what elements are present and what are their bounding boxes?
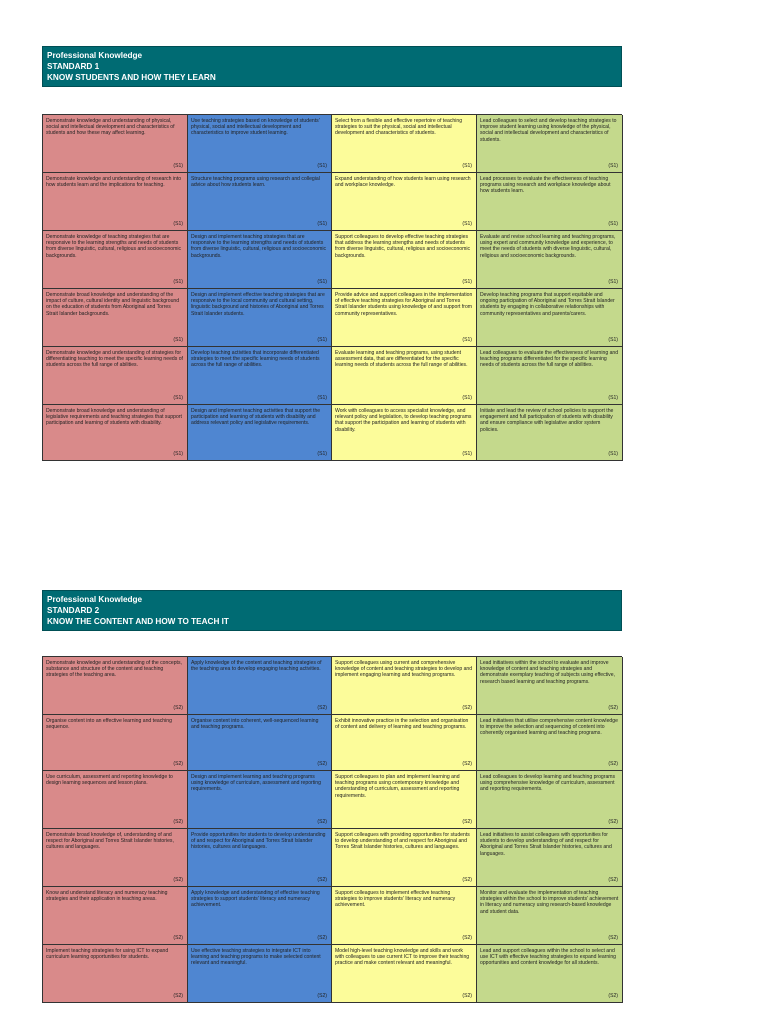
descriptor-cell [188,715,332,771]
standard-code: (S1) [317,450,327,457]
standard-code: (S2) [317,760,327,767]
descriptor-text: Know and understand literacy and numeracy teaching strategies and their application in teaching areas. [46,890,168,903]
descriptor-cell [188,887,332,945]
descriptor-cell [332,347,477,405]
descriptor-cell [43,231,188,289]
descriptor-cell [188,289,332,347]
descriptor-cell [477,347,623,405]
descriptor-text: Apply knowledge and understanding of effective teaching strategies to support students' literacy and numeracy achievement. [191,890,320,909]
descriptor-cell [332,289,477,347]
descriptor-cell [477,173,623,231]
descriptor-cell [43,771,188,829]
descriptor-text: Demonstrate knowledge and understanding of research into how students learn and the implications for teaching. [46,176,182,189]
descriptor-cell [43,115,188,173]
descriptor-text: Structure teaching programs using research and collegial advice about how students learn. [191,176,320,189]
standard-code: (S2) [173,704,183,711]
descriptor-cell [332,887,477,945]
descriptor-text: Demonstrate knowledge and understanding of the concepts, substance and structure of the content and teaching strategies of the teaching area. [46,660,182,679]
standard-code: (S1) [462,394,472,401]
descriptor-cell [188,231,332,289]
standard-2-header [42,590,622,631]
standard-code: (S1) [317,220,327,227]
descriptor-cell [332,173,477,231]
descriptor-text: Model high-level teaching knowledge and skills and work with colleagues to use current ICT to improve their teaching practice and make content relevant and meaningful. [335,948,470,967]
standard-code: (S2) [173,876,183,883]
standard-code: (S2) [317,876,327,883]
standard-code: (S2) [462,818,472,825]
standard-code: (S1) [317,336,327,343]
descriptor-cell [188,405,332,461]
descriptor-text: Design and implement teaching strategies that are responsive to the learning strengths and needs of students from diverse linguistic, cultural, religious and socioeconomic backgrounds. [191,234,327,259]
descriptor-text: Organise content into coherent, well-sequenced learning and teaching programs. [191,718,319,731]
standard-code: (S1) [462,278,472,285]
descriptor-cell [332,945,477,1003]
standard-code: (S1) [173,278,183,285]
descriptor-text: Evaluate learning and teaching programs, using student assessment data, that are differentiated for the specific learning needs of students across the full range of abilities. [335,350,468,369]
descriptor-cell [188,829,332,887]
standard-1-header [42,46,622,87]
header-standard: STANDARD 1 [47,62,100,71]
descriptor-text: Support colleagues to implement effective teaching strategies to improve students' literacy and numeracy achievement. [335,890,456,909]
descriptor-text: Design and implement teaching activities that support the participation and learning of students with disability and address relevant policy and legislative requirements. [191,408,321,427]
standard-code: (S2) [317,818,327,825]
standard-code: (S1) [317,394,327,401]
descriptor-text: Develop teaching programs that support equitable and ongoing participation of Aboriginal and Torres Strait Islander students by engaging in collaborative relationships with community representatives and parents/carers. [480,292,615,317]
descriptor-text: Lead initiatives within the school to evaluate and improve knowledge of content and teaching strategies and demonstrate exemplary teaching of subjects using effective, research based learning and teaching programs. [480,660,615,685]
standard-code: (S2) [462,760,472,767]
standard-code: (S1) [462,162,472,169]
standard-code: (S2) [608,704,618,711]
descriptor-text: Lead colleagues to select and develop teaching strategies to improve student learning using knowledge of the physical, social and intellectual development and characteristics of students. [480,118,617,143]
standard-code: (S2) [608,934,618,941]
header-standard: STANDARD 2 [47,606,100,615]
standard-code: (S2) [462,876,472,883]
descriptor-cell [43,657,188,715]
standard-code: (S1) [173,162,183,169]
descriptor-text: Develop teaching activities that incorporate differentiated strategies to meet the specific learning needs of students across the full range of abilities. [191,350,320,369]
standard-code: (S1) [608,162,618,169]
header-category: Professional Knowledge [47,595,143,604]
standard-1-table [42,114,622,461]
descriptor-text: Organise content into an effective learning and teaching sequence. [46,718,172,731]
descriptor-cell [332,829,477,887]
descriptor-cell [332,771,477,829]
descriptor-text: Lead processes to evaluate the effectiveness of teaching programs using research and workplace knowledge about how students learn. [480,176,611,195]
standard-code: (S1) [462,450,472,457]
descriptor-text: Initiate and lead the review of school policies to support the engagement and full participation of students with disability and ensure compliance with legislative and/or system policies. [480,408,614,433]
descriptor-text: Lead colleagues to develop learning and teaching programs using comprehensive knowledge of curriculum, assessment and reporting requirements. [480,774,616,793]
descriptor-cell [188,945,332,1003]
standard-code: (S2) [608,818,618,825]
standard-code: (S1) [608,450,618,457]
standard-code: (S2) [462,934,472,941]
descriptor-cell [332,231,477,289]
descriptor-cell [477,405,623,461]
descriptor-text: Demonstrate knowledge of teaching strategies that are responsive to the learning strengths and needs of students from diverse linguistic, cultural, religious and socioeconomic backgrounds. [46,234,182,259]
descriptor-cell [477,289,623,347]
standard-code: (S1) [608,220,618,227]
standard-code: (S2) [173,934,183,941]
descriptor-text: Expand understanding of how students learn using research and workplace knowledge. [335,176,471,189]
descriptor-cell [188,347,332,405]
descriptor-text: Design and implement learning and teaching programs using knowledge of curriculum, assessment and reporting requirements. [191,774,321,793]
descriptor-text: Select from a flexible and effective repertoire of teaching strategies to suit the physical, social and intellectual development and characteristics of students. [335,118,463,137]
descriptor-cell [188,115,332,173]
descriptor-text: Use curriculum, assessment and reporting knowledge to design learning sequences and lesson plans. [46,774,173,787]
descriptor-cell [477,945,623,1003]
descriptor-text: Implement teaching strategies for using ICT to expand curriculum learning opportunities for students. [46,948,169,961]
descriptor-cell [332,715,477,771]
descriptor-text: Lead initiatives that utilise comprehensive content knowledge to improve the selection and sequencing of content into coherently organised learning and teaching programs. [480,718,618,737]
descriptor-text: Evaluate and revise school learning and teaching programs, using expert and community knowledge and experience, to meet the needs of students with diverse linguistic, cultural, religious and socioeconomic backgrounds. [480,234,616,259]
descriptor-text: Support colleagues to plan and implement learning and teaching programs using contemporary knowledge and understanding of curriculum, assessment and reporting requirements. [335,774,460,799]
descriptor-cell [332,405,477,461]
descriptor-cell [43,405,188,461]
descriptor-text: Use teaching strategies based on knowledge of students' physical, social and intellectual development and characteristics to improve student learning. [191,118,320,137]
descriptor-text: Exhibit innovative practice in the selection and organisation of content and delivery of learning and teaching programs. [335,718,469,731]
descriptor-text: Demonstrate broad knowledge and understanding of the impact of culture, cultural identity and linguistic background on the education of students from Aboriginal and Torres Strait Islander backgrounds. [46,292,180,317]
descriptor-cell [477,231,623,289]
descriptor-cell [188,173,332,231]
descriptor-text: Provide opportunities for students to develop understanding of and respect for Aboriginal and Torres Strait Islander histories, cultures and languages. [191,832,326,851]
standard-code: (S1) [608,336,618,343]
descriptor-text: Demonstrate knowledge and understanding of strategies for differentiating teaching to meet the specific learning needs of students across the full range of abilities. [46,350,183,369]
standard-code: (S1) [173,450,183,457]
standard-code: (S2) [317,992,327,999]
standard-code: (S1) [317,162,327,169]
descriptor-cell [43,829,188,887]
header-category: Professional Knowledge [47,51,143,60]
descriptor-text: Lead and support colleagues within the school to select and use ICT with effective teaching strategies to expand learning opportunities and content knowledge for all students. [480,948,617,967]
standard-code: (S1) [462,220,472,227]
standard-code: (S2) [608,876,618,883]
descriptor-text: Monitor and evaluate the implementation of teaching strategies within the school to improve students' achievement in literacy and numeracy using research-based knowledge and student data. [480,890,619,915]
header-title: KNOW THE CONTENT AND HOW TO TEACH IT [47,617,229,626]
descriptor-text: Lead colleagues to evaluate the effectiveness of learning and teaching programs differentiated for the specific learning needs of students across the full range of abilities. [480,350,619,369]
descriptor-cell [43,715,188,771]
descriptor-text: Demonstrate broad knowledge of, understanding of and respect for Aboriginal and Torres Strait Islander histories, cultures and languages. [46,832,174,851]
descriptor-cell [43,945,188,1003]
descriptor-text: Demonstrate knowledge and understanding of physical, social and intellectual development and characteristics of students and how these may affect learning. [46,118,175,137]
standard-code: (S1) [173,336,183,343]
descriptor-text: Support colleagues with providing opportunities for students to develop understanding of and respect for Aboriginal and Torres Strait Islander histories, cultures and languages. [335,832,470,851]
descriptor-cell [477,829,623,887]
standard-code: (S1) [608,278,618,285]
descriptor-text: Support colleagues using current and comprehensive knowledge of content and teaching strategies to develop and implement engaging learning and teaching programs. [335,660,473,679]
descriptor-text: Work with colleagues to access specialist knowledge, and relevant policy and legislation, to develop teaching programs that support the participation and learning of students with disability. [335,408,472,433]
descriptor-cell [188,657,332,715]
standard-code: (S2) [317,934,327,941]
standard-code: (S2) [317,704,327,711]
descriptor-cell [43,887,188,945]
standard-code: (S1) [173,220,183,227]
standard-code: (S2) [608,992,618,999]
standard-code: (S2) [608,760,618,767]
descriptor-cell [43,173,188,231]
standard-code: (S1) [462,336,472,343]
descriptor-cell [188,771,332,829]
descriptor-cell [332,657,477,715]
descriptor-cell [43,347,188,405]
descriptor-text: Design and implement effective teaching strategies that are responsive to the local community and cultural setting, linguistic background and histories of Aboriginal and Torres Strait Islander students. [191,292,325,317]
descriptor-text: Support colleagues to develop effective teaching strategies that address the learning strengths and needs of students from diverse linguistic, cultural, religious and socioeconomic backgrounds. [335,234,471,259]
descriptor-text: Lead initiatives to assist colleagues with opportunities for students to develop understanding of and respect for Aboriginal and Torres Strait Islander histories, cultures and languages. [480,832,612,857]
standard-code: (S2) [173,992,183,999]
descriptor-cell [477,715,623,771]
descriptor-text: Demonstrate broad knowledge and understanding of legislative requirements and teaching strategies that support participation and learning of students with disability. [46,408,182,427]
descriptor-cell [477,887,623,945]
standard-code: (S1) [608,394,618,401]
descriptor-cell [332,115,477,173]
descriptor-cell [477,115,623,173]
descriptor-cell [477,771,623,829]
standard-2-table [42,656,622,1003]
standard-code: (S1) [317,278,327,285]
descriptor-text: Use effective teaching strategies to integrate ICT into learning and teaching programs to make selected content relevant and meaningful. [191,948,321,967]
descriptor-cell [43,289,188,347]
descriptor-cell [477,657,623,715]
descriptor-text: Provide advice and support colleagues in the implementation of effective teaching strategies for Aboriginal and Torres Strait Islander students using knowledge of and support from community representatives. [335,292,473,317]
descriptor-text: Apply knowledge of the content and teaching strategies of the teaching area to develop engaging teaching activities. [191,660,322,673]
standard-code: (S2) [462,704,472,711]
standard-code: (S1) [173,394,183,401]
standard-code: (S2) [462,992,472,999]
standard-code: (S2) [173,818,183,825]
standard-code: (S2) [173,760,183,767]
header-title: KNOW STUDENTS AND HOW THEY LEARN [47,73,216,82]
